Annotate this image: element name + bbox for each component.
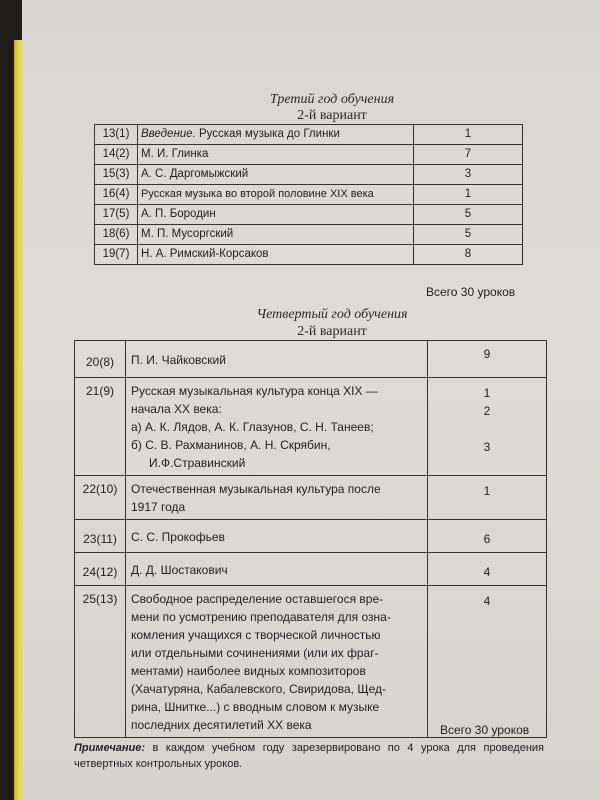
row-number: 13(1) (95, 125, 138, 145)
row-hours: 8 (414, 245, 523, 265)
year3-table (94, 124, 523, 265)
topic-line: Отечественная музыкальная культура после (131, 482, 381, 496)
row-number: 15(3) (95, 165, 138, 185)
topic-line: ментами) наиболее видных композиторов (131, 664, 366, 678)
topic-line: (Хачатуряна, Кабалевского, Свиридова, Щед- (131, 682, 386, 696)
topic-line: последних десятилетий XX века (131, 718, 312, 732)
year4-variant: 2-й вариант (297, 324, 367, 339)
year3-total: Всего 30 уроков (426, 285, 516, 299)
table-row (95, 145, 523, 165)
footnote (74, 740, 544, 772)
topic-line: комления учащихся с творческой личностью (131, 628, 381, 642)
row-topic (126, 586, 428, 738)
row-hours (428, 378, 547, 476)
row-topic: Русская музыка во второй половине XIX века (138, 185, 414, 205)
row-topic (138, 125, 414, 145)
row-number: 18(6) (95, 225, 138, 245)
table-row (95, 185, 523, 205)
topic-line: мени по усмотрению преподавателя для озна- (131, 610, 391, 624)
row-number: 16(4) (95, 185, 138, 205)
table-row (95, 125, 523, 145)
row-hours: 4 (428, 586, 547, 738)
topic-line: 1917 года (131, 500, 186, 514)
row-number: 22(10) (75, 476, 126, 520)
row-hours: 1 (428, 476, 547, 520)
table-row (75, 586, 547, 738)
topic-line: Свободное распределение оставшегося вре- (131, 592, 384, 606)
row-topic: Д. Д. Шостакович (126, 553, 428, 586)
row-topic-text: Русская музыка до Глинки (195, 128, 340, 140)
footnote-label: Примечание: (74, 742, 146, 754)
year4-heading: Четвертый год обучения (256, 307, 408, 322)
row-number: 19(7) (95, 245, 138, 265)
row-hours: 3 (414, 165, 523, 185)
topic-line: И.Ф.Стравинский (149, 456, 246, 470)
table-row (75, 378, 547, 476)
hours-value: 2 (483, 404, 491, 418)
year4-table (74, 340, 547, 738)
table-row (75, 476, 547, 520)
table-row (95, 165, 523, 185)
row-topic-italic: Введение. (141, 128, 196, 140)
topic-line: рина, Шнитке...) с вводным словом к музыке (131, 700, 380, 714)
year3-variant: 2-й вариант (297, 108, 367, 123)
row-topic (126, 378, 428, 476)
hours-gap (428, 420, 546, 438)
table-row (75, 553, 547, 586)
hours-value: 3 (483, 440, 491, 454)
footnote-text: в каждом учебном году зарезервировано по 4 урока для проведения четвертных контрольных уроков. (74, 742, 544, 770)
row-topic: Н. А. Римский-Корсаков (138, 245, 414, 265)
year3-heading: Третий год обучения (269, 92, 395, 107)
table-row (75, 341, 547, 378)
row-number: 23(11) (75, 520, 126, 553)
row-hours: 7 (414, 145, 523, 165)
row-number: 20(8) (75, 341, 126, 378)
row-topic: С. С. Прокофьев (126, 520, 428, 553)
topic-line: начала XX века: (131, 402, 222, 416)
topic-line: Русская музыкальная культура конца XIX — (131, 384, 378, 398)
row-topic: А. С. Даргомыжский (138, 165, 414, 185)
row-hours: 6 (428, 520, 547, 553)
year4-total: Всего 30 уроков (440, 723, 530, 737)
table-row (95, 245, 523, 265)
row-topic: М. П. Мусоргский (138, 225, 414, 245)
hours-value: 1 (483, 386, 491, 400)
row-number: 24(12) (75, 553, 126, 586)
row-number: 17(5) (95, 205, 138, 225)
row-hours: 4 (428, 553, 547, 586)
row-topic: М. И. Глинка (138, 145, 414, 165)
row-number: 14(2) (95, 145, 138, 165)
table-row (95, 225, 523, 245)
row-hours: 9 (428, 341, 547, 378)
row-hours: 1 (414, 185, 523, 205)
topic-line: или отдельными сочинениями (или их фраг- (131, 646, 379, 660)
row-topic: А. П. Бородин (138, 205, 414, 225)
row-hours: 5 (414, 225, 523, 245)
table-row (75, 520, 547, 553)
topic-line: а) А. К. Лядов, А. К. Глазунов, С. Н. Танеев; (131, 420, 374, 434)
row-hours: 1 (414, 125, 523, 145)
row-topic: П. И. Чайковский (126, 341, 428, 378)
row-number: 25(13) (75, 586, 126, 738)
topic-line: б) С. В. Рахманинов, А. Н. Скрябин, (131, 438, 331, 452)
row-hours: 5 (414, 205, 523, 225)
row-topic (126, 476, 428, 520)
row-number: 21(9) (75, 378, 126, 476)
book-page (22, 0, 600, 800)
table-row (95, 205, 523, 225)
